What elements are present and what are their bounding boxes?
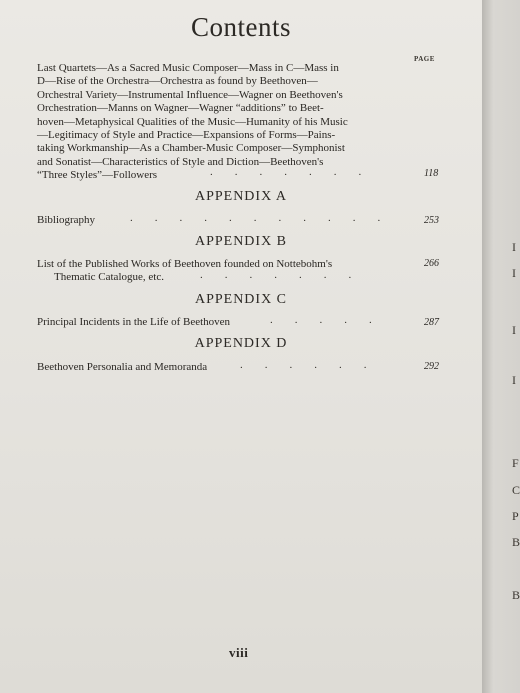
edge-letter: C bbox=[512, 483, 520, 497]
contents-line: Last Quartets—As a Sacred Music Composer—Mass in C—Mass in bbox=[37, 62, 339, 74]
appendix-d-page: 292 bbox=[424, 361, 439, 372]
leader-dots: ....... bbox=[200, 269, 374, 281]
appendix-c-page: 287 bbox=[424, 317, 439, 328]
appendix-c-heading: APPENDIX C bbox=[194, 292, 288, 307]
appendix-a-heading: APPENDIX A bbox=[194, 189, 288, 204]
leader-dots: ..... bbox=[270, 314, 394, 326]
edge-letter: F bbox=[512, 456, 519, 470]
edge-letter: P bbox=[512, 509, 519, 523]
appendix-d-heading: APPENDIX D bbox=[194, 336, 288, 351]
leader-dots: ...... bbox=[240, 359, 389, 371]
contents-line: and Sonatist—Characteristics of Style and Diction—Beethoven's bbox=[37, 155, 324, 168]
edge-letter: B bbox=[512, 588, 520, 602]
edge-letter: I bbox=[512, 373, 516, 387]
leader-dots: ....... bbox=[210, 166, 384, 178]
page-column-heading: PAGE bbox=[414, 55, 435, 63]
appendix-c-entry: Principal Incidents in the Life of Beethoven bbox=[37, 316, 231, 328]
appendix-d-entry: Beethoven Personalia and Memoranda bbox=[37, 361, 208, 373]
appendix-b-heading: APPENDIX B bbox=[194, 234, 288, 249]
contents-line: Orchestration—Manns on Wagner—Wagner “additions” to Beet- bbox=[37, 102, 324, 115]
edge-letter: B bbox=[512, 535, 520, 549]
appendix-a-page: 253 bbox=[424, 215, 439, 226]
chapter-page-number: 118 bbox=[424, 168, 439, 179]
contents-line: Orchestral Variety—Instrumental Influence—Wagner on Beethoven's bbox=[37, 88, 343, 101]
edge-letter: I bbox=[512, 323, 516, 337]
page-folio: viii bbox=[229, 645, 249, 660]
leader-dots: ........... bbox=[130, 212, 403, 224]
contents-line: “Three Styles”—Followers bbox=[37, 169, 158, 182]
appendix-b-entry-line1: List of the Published Works of Beethoven founded on Nottebohm's bbox=[37, 258, 333, 270]
contents-line: hoven—Metaphysical Qualities of the Music—Humanity of his Music bbox=[37, 115, 348, 128]
contents-line: —Legitimacy of Style and Practice—Expansions of Forms—Pains- bbox=[37, 129, 336, 142]
contents-line: D—Rise of the Orchestra—Orchestra as found by Beethoven— bbox=[37, 75, 318, 88]
appendix-b-entry-line2: Thematic Catalogue, etc. bbox=[54, 271, 164, 283]
appendix-b-page: 266 bbox=[424, 258, 439, 269]
appendix-a-entry: Bibliography bbox=[37, 214, 96, 226]
chapter-contents-paragraph bbox=[37, 62, 410, 183]
page-title: Contents bbox=[190, 12, 291, 42]
edge-letter: I bbox=[512, 240, 516, 254]
contents-line: taking Workmanship—As a Chamber-Music Composer—Symphonist bbox=[37, 142, 345, 155]
edge-letter: I bbox=[512, 266, 516, 280]
